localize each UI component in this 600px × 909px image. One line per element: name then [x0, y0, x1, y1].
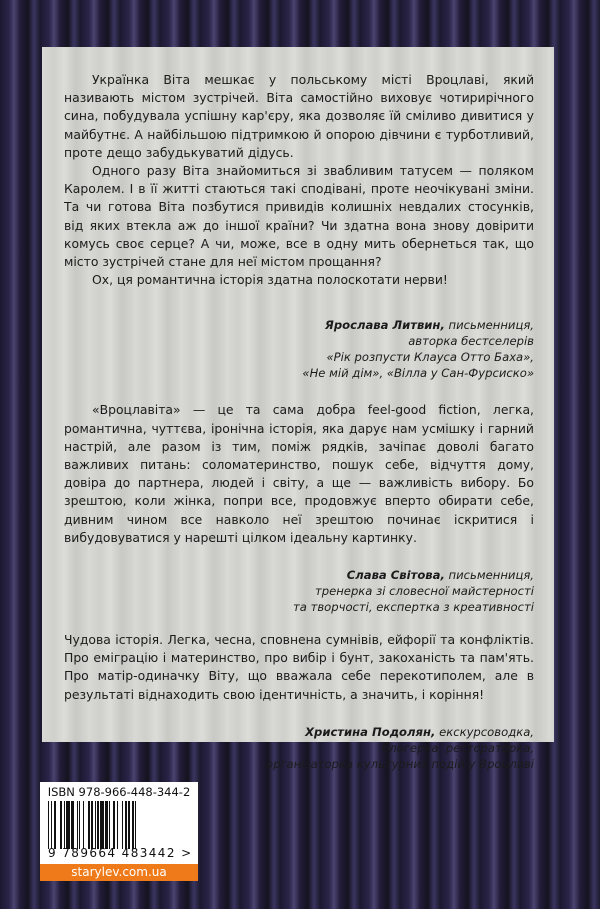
- attribution-1: [64, 317, 534, 381]
- attribution-author: Христина Подолян,: [305, 724, 436, 739]
- blurb-paragraph: Українка Віта мешкає у польському місті Вроцлаві, який називають містом зустрічей. Віта самостійно виховує чотирирічного сина, побудувала успішну кар'єру, яка дозволяє їй сміливо дивитися у майбутнє. А найбільшою підтримкою й опорою дівчини є турботливий, проте дещо забудькуватий дідусь.: [64, 72, 534, 160]
- attribution-3: [64, 724, 534, 772]
- review-text: Чудова історія. Легка, чесна, сповнена сумнівів, ейфорії та конфліктів. Про еміграцію і материнство, про вибір і бунт, закоханість та пам'ять. Про матір-одиначку Віту, що вважала себе перекотиполем, але в результаті віднаходить свою ідентичність, а значить, і коріння!: [64, 632, 534, 702]
- attribution-line: письменниця,: [448, 318, 534, 333]
- back-cover-text-panel: [42, 47, 554, 771]
- attribution-line: організаторка культурних подій у Вроцлаві: [265, 756, 534, 771]
- attribution-line: авторка бестселерів: [408, 334, 534, 349]
- isbn-barcode-label: [40, 782, 198, 881]
- attribution-line: та творчості, експертка з креативності: [293, 600, 534, 615]
- attribution-line: тренерка зі словесної майстерності: [314, 584, 534, 599]
- blurb-paragraph: Ох, ця романтична історія здатна полоскотати нерви!: [92, 272, 448, 288]
- attribution-author: Слава Світова,: [346, 568, 445, 583]
- review-text: «Вроцлавіта» — це та сама добра feel-good fiction, легка, романтична, чуттєва, іронічна історія, яка дарує нам усмішку і гарний настрій, але разом із тим, поміж рядків, зачіпає доволі багато важливих питань: соломатеринство, пошук себе, відчуття дому, довіра до партнера, людей і світу, а ще — важливість вибору. Бо зрештою, коли жінка, попри все, продовжує вперто обирати себе, дивним чином все навколо неї зрештою починає іскритися і вибудовуватися у нарешті цілком ідеальну картинку.: [64, 402, 534, 545]
- barcode-bars: [48, 801, 188, 849]
- attribution-line: «Не мій дім», «Вілла у Сан-Фурсиско»: [302, 366, 534, 381]
- barcode-stripe: [136, 801, 137, 849]
- isbn-number: ISBN 978-966-448-344-2: [47, 785, 191, 799]
- attribution-line: блогерка, рестораторка,: [382, 740, 534, 755]
- barcode-digits: 9 789664 483442 >: [48, 846, 193, 860]
- attribution-line: екскурсоводка,: [439, 724, 534, 739]
- blurb-paragraph: Одного разу Віта знайомиться зі звабливим татусем — поляком Каролем. І в її житті стаються такі сподівані, проте неочікувані зміни. Та чи готова Віта позбутися привидів колишніх невдалих стосунків, від яких втекла аж до іншої країни? Чи здатна вона знову довірити комусь своє серце? А чи, може, все в одну мить обернеться так, що місто зустрічей стане для неї містом прощання?: [64, 163, 534, 270]
- attribution-line: «Рік розпусти Клауса Отто Баха»,: [326, 350, 534, 365]
- attribution-line: письменниця,: [448, 568, 534, 583]
- publisher-website: starylev.com.ua: [40, 864, 198, 881]
- attribution-author: Ярослава Литвин,: [324, 318, 445, 333]
- attribution-2: [64, 567, 534, 615]
